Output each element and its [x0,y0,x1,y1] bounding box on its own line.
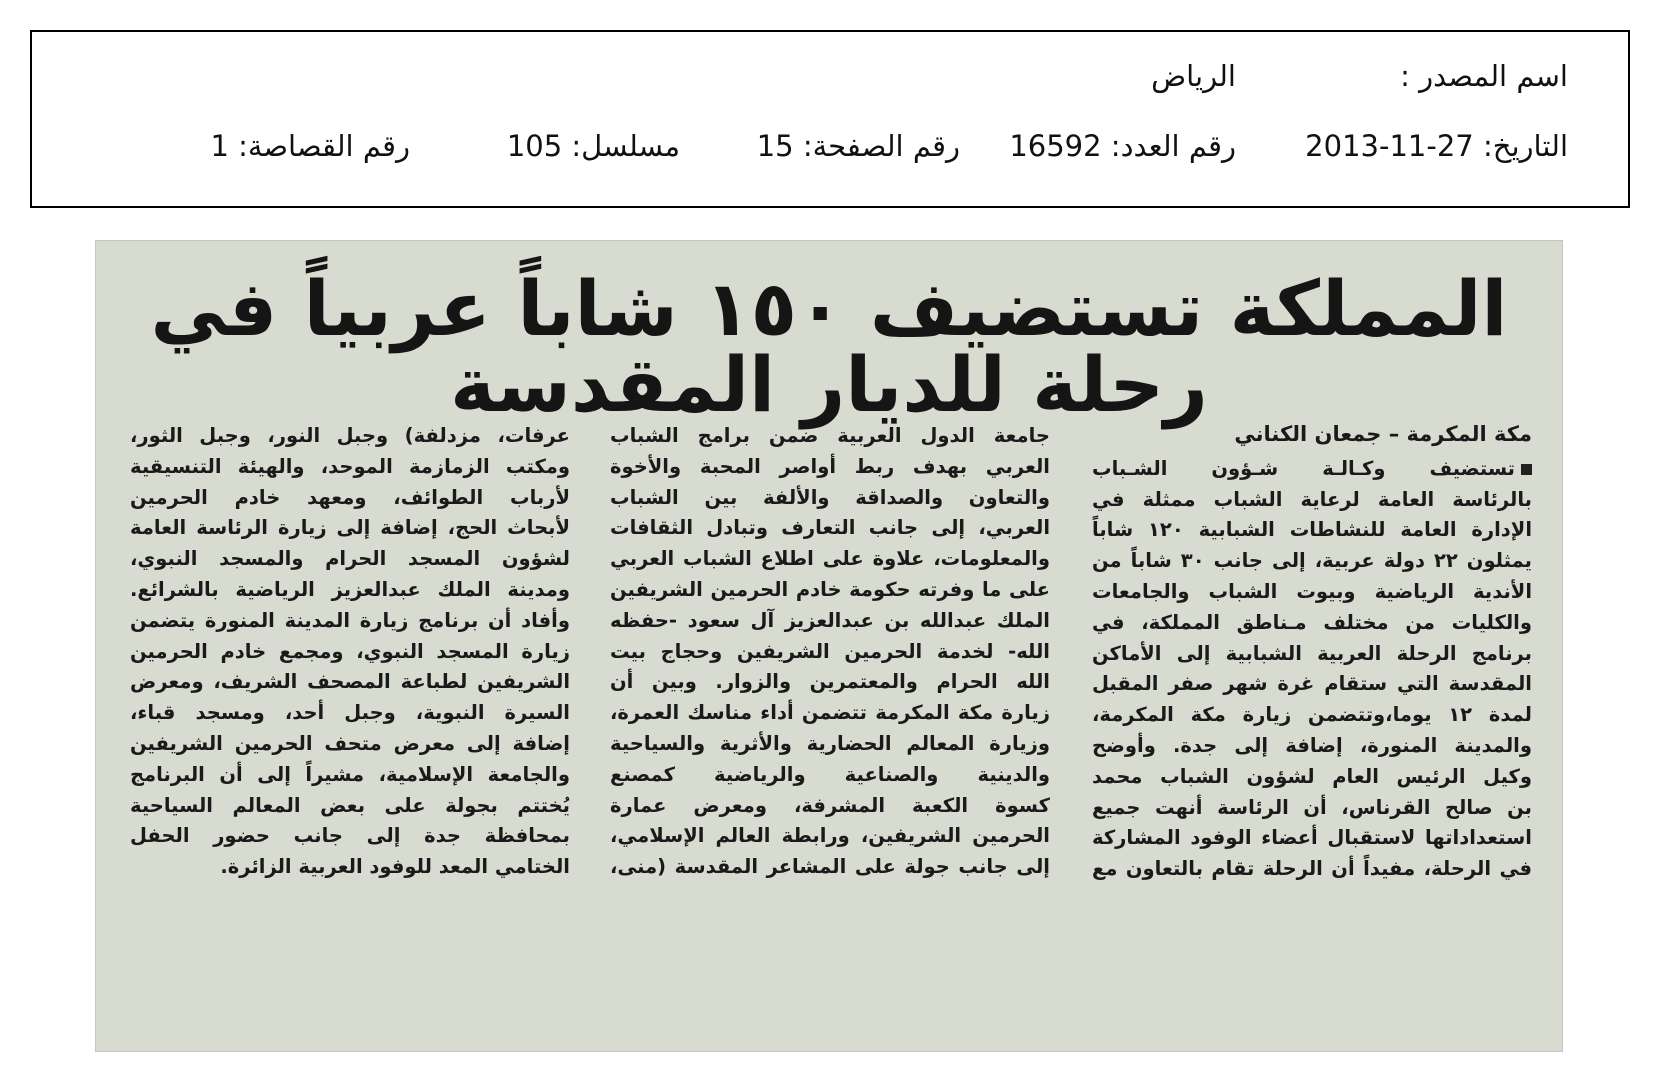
article-line: العربي، إلى جانب التعارف وتبادل الثقافات [610,516,1050,540]
page-field: رقم الصفحة: 15 [756,129,960,163]
issue-field: رقم العدد: 16592 [1009,129,1236,163]
date-field: التاريخ: 27-11-2013 [1305,129,1568,163]
article-line: بن صالح القرناس، أن الرئاسة أنهت جميع [1092,795,1532,819]
article-line: لأرباب الطوائف، ومعهد خادم الحرمين [130,485,570,509]
article-line: والتعاون والصداقة والألفة بين الشباب [610,485,1050,509]
clip-field: رقم القصاصة: 1 [210,129,410,163]
article-line: والكليات من مختلف مـناطق المملكة، في [1092,610,1532,634]
article-line: والدينية والصناعية والرياضية كمصنع [610,762,1050,786]
article-line: الله- لخدمة الحرمين الشريفين وحجاج بيت [610,639,1050,663]
article-line: تستضيف وكـالـة شـؤون الشـباب [1092,454,1532,485]
article-line: لشؤون المسجد الحرام والمسجد النبوي، [130,547,570,571]
article-column-2 [610,421,1050,883]
newspaper-clipping [95,240,1563,1052]
article-line: الله الحرام والمعتمرين والزوار. وبين أن [610,670,1050,694]
article-line: ومدينة الملك عبدالعزيز الرياضية بالشرائع. [130,577,570,601]
article-line: السيرة النبوية، وجبل أحد، ومسجد قباء، [130,701,570,725]
article-line: وأفاد أن برنامج زيارة المدينة المنورة يتضمن [130,608,570,632]
article-line: الأندية الرياضية وبيوت الشباب والجامعات [1092,579,1532,603]
article-line: عرفات، مزدلفة) وجبل النور، وجبل الثور، [130,424,570,447]
article-line: يمثلون ٢٢ دولة عربية، إلى جانب ٣٠ شاباً من [1092,549,1532,573]
article-line: الختامي المعد للوفود العربية الزائرة. [220,855,570,879]
article-line: وزيارة المعالم الحضارية والأثرية والسياحية [610,731,1050,755]
article-line: برنامج الرحلة العربية الشبابية إلى الأماكن [1092,641,1532,665]
source-value: الرياض [1151,59,1236,93]
article-line: لمدة ١٢ يوما،وتتضمن زيارة مكة المكرمة، [1092,703,1532,727]
article-line: لأبحاث الحج، إضافة إلى زيارة الرئاسة العامة [130,516,570,540]
article-line: العربي بهدف ربط أواصر المحبة والأخوة [610,454,1050,478]
article-line: على ما وفرته حكومة خادم الحرمين الشريفين [610,577,1050,601]
article-line: الملك عبدالله بن عبدالعزيز آل سعود -حفظه [610,608,1050,632]
bullet-icon [1521,464,1532,475]
article-line: والمعلومات، علاوة على اطلاع الشباب العربي [610,547,1050,571]
article-line: زيارة مكة المكرمة تتضمن أداء مناسك العمرة، [610,701,1050,725]
article-line: ومكتب الزمازمة الموحد، والهيئة التنسيقية [130,454,570,478]
article-line: الإدارة العامة للنشاطات الشبابية ١٢٠ شاباً [1092,518,1532,542]
article-line: يُختتم بجولة على بعض المعالم السياحية [130,793,570,817]
article-line: الحرمين الشريفين، ورابطة العالم الإسلامي، [610,824,1050,848]
article-line: والمدينة المنورة، إضافة إلى جدة. وأوضح [1092,733,1532,757]
serial-field: مسلسل: 105 [506,129,680,163]
article-line: استعداداتها لاستقبال أعضاء الوفود المشاركة [1092,826,1532,850]
article-line: الشريفين لطباعة المصحف الشريف، ومعرض [130,670,570,694]
article-line: والجامعة الإسلامية، مشيراً إلى أن البرنامج [130,762,570,786]
article-line: إلى جانب جولة على المشاعر المقدسة (منى، [610,855,1050,879]
article-line: كسوة الكعبة المشرفة، ومعرض عمارة [610,793,1050,817]
article-line: وكيل الرئيس العام لشؤون الشباب محمد [1092,764,1532,788]
article-line: في الرحلة، مفيداً أن الرحلة تقام بالتعاون مع [1092,857,1532,881]
article-line: إضافة إلى معرض متحف الحرمين الشريفين [130,731,570,755]
article-line: بالرئاسة العامة لرعاية الشباب ممثلة في [1092,487,1532,511]
article-line: زيارة المسجد النبوي، ومجمع خادم الحرمين [130,639,570,663]
article-line: جامعة الدول العربية ضمن برامج الشباب [610,424,1050,447]
article-byline: مكة المكرمة – جمعان الكناني [1234,422,1532,446]
article-headline: المملكة تستضيف ١٥٠ شاباً عربياً في رحلة للديار المقدسة [150,264,1508,429]
article-column-3 [130,421,570,883]
article-column-1 [1092,419,1532,885]
article-line: المقدسة التي ستقام غرة شهر صفر المقبل [1092,672,1532,696]
source-info-box [30,30,1630,208]
article-line: بمحافظة جدة إلى جانب حضور الحفل [130,824,570,848]
source-label: اسم المصدر : [1400,59,1568,93]
